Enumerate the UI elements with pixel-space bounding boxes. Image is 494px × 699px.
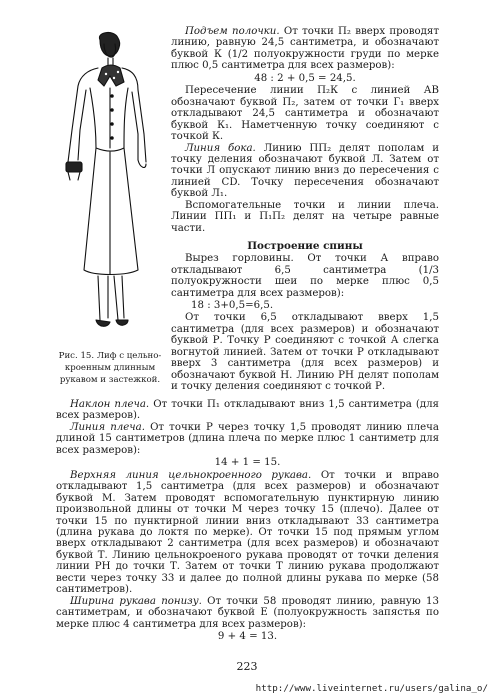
term-label: Ширина рукава понизу. [70, 595, 202, 607]
section-heading: Построение спины [247, 240, 363, 253]
paragraph-text: От точки Р через точку 1,5 проводят линию плеча длиной 15 сантиметров (длина плеча по мерке плюс 1 сантиметр для всех размеров): [56, 421, 439, 456]
paragraph-text: От точки 58 проводят линию, равную 13 сантиметрам, и обозначают буквой Е (полуокружность запястья по мерке плюс 4 сантиметра для всех размеров): [56, 595, 439, 630]
paragraph-text: От точки П₂ вверх проводят линию, равную 24,5 сантиметра, и обозначают буквой К (1/2 полуокружности груди по мерке плюс 0,5 сантиметра для всех размеров): [171, 26, 439, 72]
paragraph-sleeve-top-line [56, 470, 439, 596]
term-label: Линия бока. [185, 142, 256, 154]
formula-2: 18 : 3+0,5=6,5. [191, 299, 274, 311]
paragraph-neckline: Вырез горловины. От точки А вправо откладывают 6,5 сантиметра (1/3 полуокружности шеи по мерке плюс 0,5 сантиметра для всех размеров): [171, 253, 439, 299]
lower-text-column [56, 399, 439, 644]
paragraph-point-r: От точки 6,5 откладывают вверх 1,5 сантиметра (для всех размеров) и обозначают буквой Р. Точку Р соединяют с точкой А слегка вогнутой линией. Затем от точки Р откладывают вверх 3 сантиметра (для всех размеров) и обозначают буквой Н. Линию РН делят пополам и точку деления соединяют с точкой Р. [171, 312, 439, 393]
term-label: Верхняя линия цельнокроенного рукава. [70, 469, 312, 481]
source-url[interactable]: http://www.liveinternet.ru/users/galina_o/ [255, 683, 488, 694]
page-number: 223 [236, 660, 258, 673]
paragraph-text: От точки и вправо откладывают 1,5 сантиметра (для всех размеров) и обозначают буквой М. Затем проводят вспомогательную пунктирную линию произвольной длины от точки М через точку 15 (плечо). Далее от точки 15 по пунктирной линии вниз откладывают 33 сантиметра (длина рукава до локтя по мерке). От точки 15 под прямым углом вверх откладывают 2 сантиметра (для всех размеров) и обозначают буквой Т. Линию цельнокроеного рукава проводят от точки деления линии РН до точки Т. Затем от точки Т линию рукава продолжают вести через точку 33 и далее до полной длины рукава по мерке (58 сантиметров). [56, 469, 439, 596]
paragraph-shoulder-slope [56, 399, 439, 422]
paragraph-intersection: Пересечение линии П₂К с линией АВ обозначают буквой П₂, затем от точки Г₁ вверх откладывают 24,5 сантиметра и обозначают буквой К₁. Наметченную точку соединяют с точкой К. [171, 85, 439, 143]
formula-3: 14 + 1 = 15. [214, 457, 281, 469]
term-label: Линия плеча. [70, 421, 145, 433]
paragraph-text: От точки П₁ откладывают вниз 1,5 сантиметра (для всех размеров). [56, 399, 439, 422]
paragraph-sleeve-width [56, 596, 439, 630]
formula-4: 9 + 4 = 13. [217, 631, 278, 643]
paragraph-side-line [171, 143, 439, 200]
paragraph-shoulder-line [56, 422, 439, 456]
term-label: Подъем полочки. [185, 26, 280, 37]
paragraph-text: Линию ПП₂ делят пополам и точку деления обозначают буквой Л. Затем от точки Л опускают линию вниз до пересечения с линией CD. Точку пересечения обозначают буквой Л₁. [171, 142, 439, 200]
formula-1: 48 : 2 + 0,5 = 24,5. [254, 72, 356, 84]
dress-illustration [52, 30, 164, 348]
upper-text-column [171, 26, 439, 393]
term-label: Наклон плеча. [70, 399, 150, 410]
paragraph-shoulder-points: Вспомогательные точки и линии плеча. Линии ПП₁ и П₁П₂ делят на четыре равные части. [171, 199, 439, 234]
figure-caption: Рис. 15. Лиф с цельно-кроенным длинным рукавом и застежкой. [58, 351, 162, 385]
paragraph-bodice-rise [171, 26, 439, 72]
